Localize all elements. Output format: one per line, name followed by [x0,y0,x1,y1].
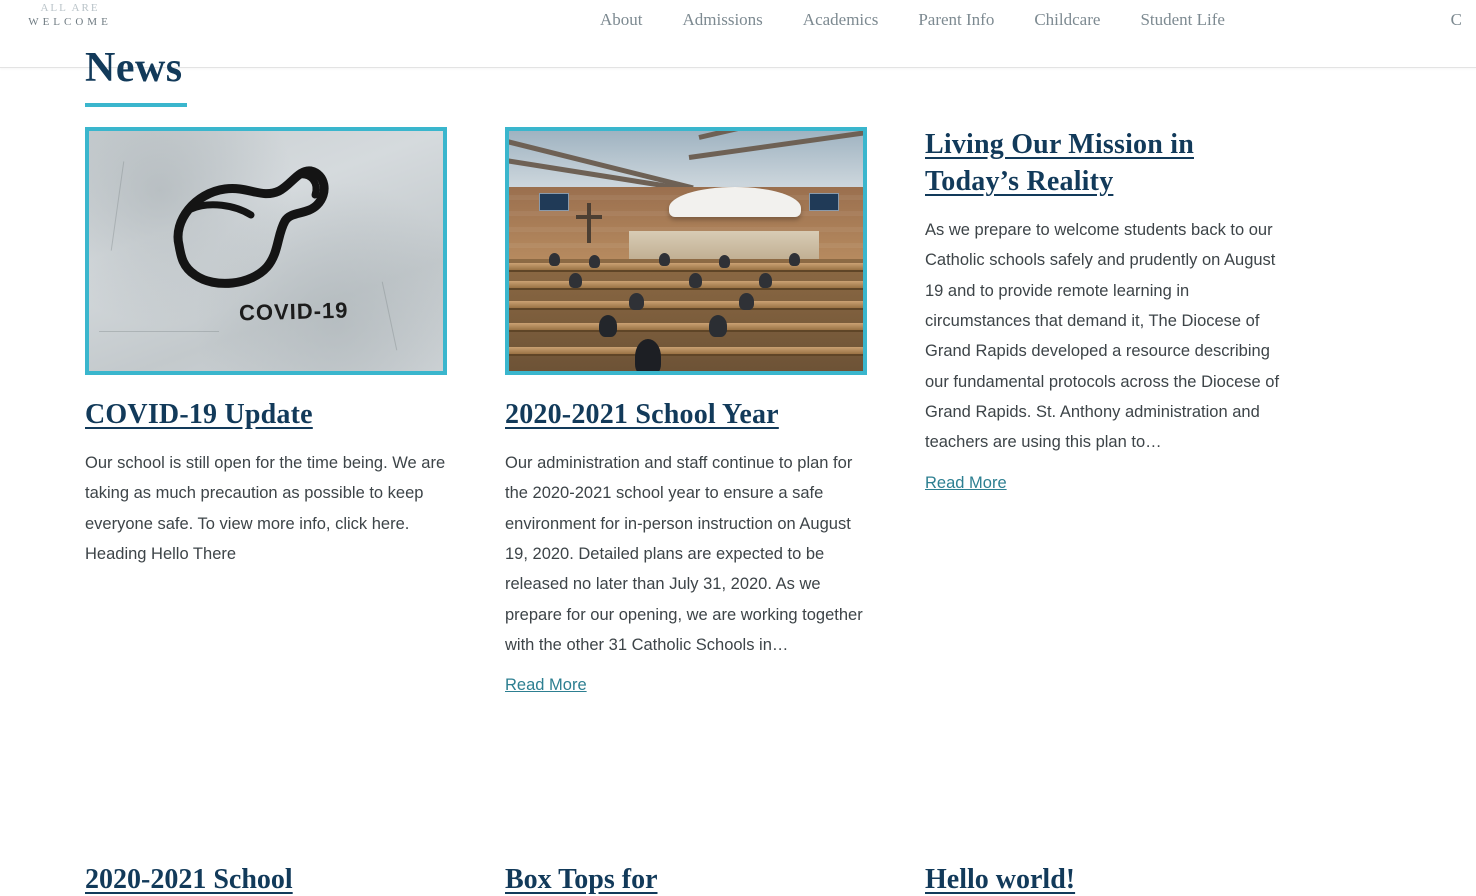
news-card-living-our-mission [925,127,1287,493]
logo-line-2: WELCOME [28,16,112,28]
covid-image-caption: COVID-19 [238,297,349,326]
title-underline-rule [85,103,187,107]
nav-item-student-life[interactable]: Student Life [1140,10,1225,29]
primary-navigation [600,10,1225,30]
news-card-title[interactable]: 2020-2021 School [85,864,293,895]
news-card-excerpt: Our school is still open for the time being. We are taking as much precaution as possible to keep everyone safe. To view more info, click here. Heading Hello There [85,453,446,564]
read-more-link[interactable]: Read More [505,676,587,695]
site-logo[interactable] [0,2,140,28]
nav-item-about[interactable]: About [600,10,643,29]
nav-item-admissions[interactable]: Admissions [682,10,763,29]
site-header [0,0,1476,68]
news-card-title[interactable]: COVID-19 Update [85,399,313,430]
news-card-covid-19-update [85,127,447,569]
news-card-title[interactable]: Living Our Mission in Today’s Reality [925,129,1194,197]
news-card-title[interactable]: Box Tops for [505,864,658,895]
read-more-link[interactable]: Read More [925,473,1007,492]
nav-item-overflow[interactable]: C [1450,10,1462,29]
news-card-title[interactable]: 2020-2021 School Year [505,399,779,430]
news-card-title[interactable]: Hello world! [925,864,1076,895]
nav-item-parent-info[interactable]: Parent Info [918,10,995,29]
news-card-2020-2021-school-year [505,127,867,695]
nav-item-childcare[interactable]: Childcare [1034,10,1101,29]
news-card-excerpt: Our administration and staff continue to plan for the 2020-2021 school year to ensure a safe environment for in-person instruction on August 19, 2020. Detailed plans are expected to be released no later than July 31, 2020. As we prepare for our opening, we are working together with the other 31 Catholic Schools in… [505,453,863,655]
news-card-excerpt: As we prepare to welcome students back to our Catholic schools safely and prudently on August 19 and to provide remote learning in circumstances that demand it, The Diocese of Grand Rapids developed a resource describing our fundamental protocols across the Diocese of Grand Rapids. St. Anthony administration and teachers are using this plan to… [925,220,1280,452]
page-title: News [85,45,183,91]
church-interior-image[interactable] [505,127,867,375]
logo-line-1: ALL ARE [40,2,100,14]
face-mask-drawing-icon [139,149,369,319]
nav-item-academics[interactable]: Academics [802,10,879,29]
covid-mask-graffiti-image[interactable] [85,127,447,375]
